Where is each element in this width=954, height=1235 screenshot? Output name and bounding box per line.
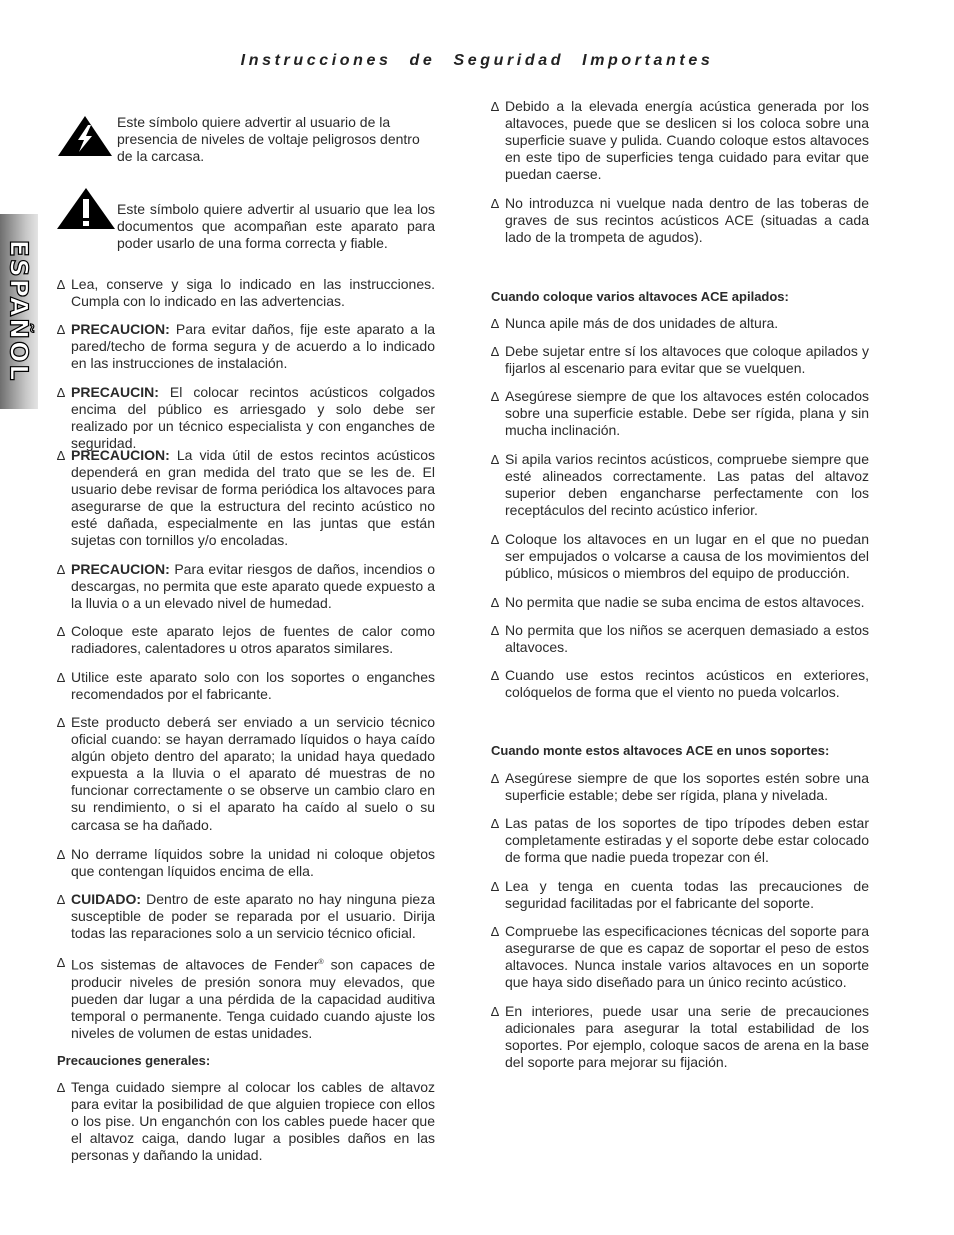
list-item: ∆ PRECAUCION: Para evitar daños, fije este aparato a la pared/techo de forma segura y de acuerdo a lo indicado en las instrucciones de instalación. (57, 321, 435, 372)
bullet-triangle: ∆ (491, 816, 499, 831)
instructions-warning-symbol (57, 201, 435, 261)
bullet-triangle: ∆ (491, 623, 499, 638)
list-item: ∆ Debe sujetar entre sí los altavoces que coloque apilados y fijarlos al escenario para evitar que se vuelquen. (491, 343, 869, 377)
item-label: PRECAUCIN: (71, 384, 159, 400)
list-item: ∆ Este producto deberá ser enviado a un servicio técnico oficial cuando: se hayan derramado líquidos o haya caído algún objeto dentro del aparato; la unidad haya quedado expuesta a la lluvia o el aparato dé muestras de no funcionar correctamente o se observe un cambio claro en su rendimiento, o si el aparato ha caído al suelo o su carcasa se ha dañado. (57, 714, 435, 833)
bullet-triangle: ∆ (491, 389, 499, 404)
bullet-triangle: ∆ (491, 316, 499, 331)
language-side-tab (0, 214, 38, 409)
list-item: ∆ Asegúrese siempre de que los altavoces estén colocados sobre una superficie estable. Debe ser rígida, plana y sin mucha inclinación. (491, 388, 869, 439)
bullet-triangle: ∆ (57, 955, 65, 970)
bullet-triangle: ∆ (491, 452, 499, 467)
list-item: ∆ PRECAUCION: La vida útil de estos recintos acústicos dependerá en gran medida del trato que se les de. El usuario debe revisar de forma periódica los altavoces para asegurarse de que la estructura del recinto acústico no esté dañada, especialmente en las juntas que están sujetas con tornillos y/o encoladas. (57, 447, 435, 549)
list-item: ∆ Tenga cuidado siempre al colocar los cables de altavoz para evitar la posibilidad de que alguien tropiece con ellos o los pise. Un enganchón con los cables puede hacer que el altavoz caiga, dando lugar a posibles daños en las personas y dañando la unidad. (57, 1079, 435, 1164)
list-item: ∆ No derrame líquidos sobre la unidad ni coloque objetos que contengan líquidos encima de ella. (57, 846, 435, 880)
section-heading-stacked: Cuando coloque varios altavoces ACE apilados: (491, 289, 789, 304)
bullet-triangle: ∆ (491, 924, 499, 939)
list-item: ∆ Coloque este aparato lejos de fuentes de calor como radiadores, calentadores u otros aparatos similares. (57, 623, 435, 657)
language-side-tab-label: ESPAÑOL (4, 239, 34, 383)
bullet-triangle: ∆ (57, 322, 65, 337)
bullet-triangle: ∆ (491, 196, 499, 211)
bullet-triangle: ∆ (491, 1004, 499, 1019)
bullet-triangle: ∆ (491, 879, 499, 894)
item-label: PRECAUCION: (71, 321, 170, 337)
list-item: ∆ Utilice este aparato solo con los soportes o enganches recomendados por el fabricante. (57, 669, 435, 703)
list-item: ∆ Lea y tenga en cuenta todas las precauciones de seguridad facilitadas por el fabricante del soporte. (491, 878, 869, 912)
voltage-warning-text: Este símbolo quiere advertir al usuario de la presencia de niveles de voltaje peligrosos dentro de la carcasa. (117, 114, 420, 165)
bullet-triangle: ∆ (57, 670, 65, 685)
bullet-triangle: ∆ (491, 344, 499, 359)
section-heading-general: Precauciones generales: (57, 1053, 211, 1068)
list-item: ∆ CUIDADO: Dentro de este aparato no hay ninguna pieza susceptible de poder se reparada por el usuario. Dirija todas las reparaciones solo a un servicio técnico oficial. (57, 891, 435, 942)
list-item: ∆ Asegúrese siempre de que los soportes estén sobre una superficie estable; debe ser rígida, plana y nivelada. (491, 770, 869, 804)
bullet-triangle: ∆ (57, 385, 65, 400)
bullet-triangle: ∆ (57, 562, 65, 577)
list-item: ∆ PRECAUCIN: El colocar recintos acústicos colgados encima del público es arriesgado y solo debe ser realizado por un técnico especialista y con enganches de seguridad. (57, 384, 436, 452)
list-item: ∆ Las patas de los soportes de tipo trípodes deben estar completamente estiradas y el soporte debe estar colocado de forma que nadie pueda tropezar con él. (491, 815, 869, 866)
voltage-warning-symbol (57, 114, 435, 174)
list-item: ∆ Compruebe las especificaciones técnicas del soporte para asegurarse de que es capaz de soportar el peso de estos altavoces. Nunca instale varios altavoces en un soporte que haya sido diseñado para un único recinto acústico. (491, 923, 869, 991)
instructions-warning-text: Este símbolo quiere advertir al usuario que lea los documentos que acompañan este aparato para poder usarlo de una forma correcta y fiable. (117, 201, 435, 252)
bullet-triangle: ∆ (57, 448, 65, 463)
list-item: ∆ No introduzca ni vuelque nada dentro de las toberas de graves de sus recintos acústicos ACE (situadas a cada lado de la trompeta de agudos). (491, 195, 869, 246)
bullet-triangle: ∆ (57, 715, 65, 730)
list-item: ∆ Nunca apile más de dos unidades de altura. (491, 315, 779, 331)
bullet-triangle: ∆ (491, 668, 499, 683)
bullet-triangle: ∆ (57, 277, 65, 292)
bullet-triangle: ∆ (491, 595, 499, 610)
list-item: ∆ Lea, conserve y siga lo indicado en las instrucciones. Cumpla con lo indicado en las advertencias. (57, 276, 435, 310)
bullet-triangle: ∆ (57, 892, 65, 907)
exclamation-triangle-icon (57, 187, 117, 231)
list-item: ∆ No permita que nadie se suba encima de estos altavoces. (491, 594, 865, 610)
section-heading-stands: Cuando monte estos altavoces ACE en unos soportes: (491, 743, 830, 758)
list-item: ∆ PRECAUCION: Para evitar riesgos de daños, incendios o descargas, no permita que este aparato quede expuesto a la lluvia o a un elevado nivel de humedad. (57, 561, 436, 612)
list-item: ∆ Coloque los altavoces en un lugar en el que no puedan ser empujados o volcarse a causa de los movimientos del público, músicos o miembros del equipo de producción. (491, 531, 869, 582)
list-item: ∆ Si apila varios recintos acústicos, compruebe siempre que esté alineados correctamente. Las patas del altavoz superior deben engancharse perfectamente con los receptáculos del recinto acústico inferior. (491, 451, 869, 519)
list-item: ∆ En interiores, puede usar una serie de precauciones adicionales para asegurar la total estabilidad de los soportes. Por ejemplo, coloque sacos de arena en la base del soporte para mejorar su fijación. (491, 1003, 869, 1071)
bullet-triangle: ∆ (491, 99, 499, 114)
item-label: PRECAUCION: (71, 561, 170, 577)
list-item: ∆ Cuando use estos recintos acústicos en exteriores, colóquelos de forma que el viento no pueda volcarlos. (491, 667, 869, 701)
bullet-triangle: ∆ (491, 532, 499, 547)
bullet-triangle: ∆ (57, 1080, 65, 1095)
item-label: PRECAUCION: (71, 447, 170, 463)
bullet-triangle: ∆ (491, 771, 499, 786)
bullet-triangle: ∆ (57, 847, 65, 862)
page-title: Instrucciones de Seguridad Importantes (240, 52, 714, 69)
lightning-triangle-icon (57, 114, 113, 158)
list-item: ∆ Los sistemas de altavoces de Fender® son capaces de producir niveles de presión sonora muy elevados, que pueden dar lugar a una pérdida de la capacidad auditiva temporal o permanente. Tenga cuidado cuando ajuste los niveles de volumen de estas unidades. (57, 955, 435, 1042)
item-label: CUIDADO: (71, 891, 141, 907)
list-item: ∆ No permita que los niños se acerquen demasiado a estos altavoces. (491, 622, 869, 656)
bullet-triangle: ∆ (57, 624, 65, 639)
list-item: ∆ Debido a la elevada energía acústica generada por los altavoces, puede que se deslicen si los coloca sobre una superficie suave y pulida. Cuando coloque estos altavoces en este tipo de superficies tenga cuidado para evitar que puedan caerse. (491, 98, 869, 183)
